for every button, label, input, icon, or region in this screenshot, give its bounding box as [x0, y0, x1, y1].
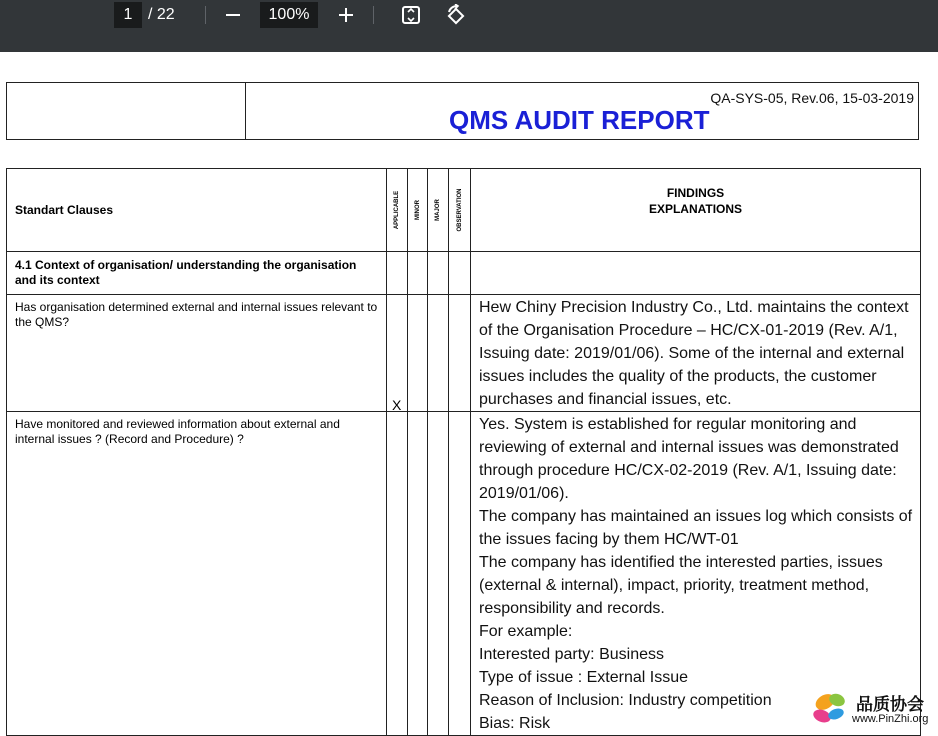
- zoom-level-input[interactable]: 100%: [260, 2, 318, 28]
- page-number-input[interactable]: 1: [114, 2, 142, 28]
- applicable-mark: X: [392, 397, 402, 413]
- applicable-cell: [387, 295, 408, 412]
- zoom-in-button[interactable]: [332, 2, 360, 28]
- rotate-icon: [445, 4, 467, 26]
- pdf-toolbar: [0, 0, 938, 52]
- document-code: QA-SYS-05, Rev.06, 15-03-2019: [710, 90, 914, 106]
- zoom-out-button[interactable]: [219, 2, 247, 28]
- plus-icon: [338, 7, 354, 23]
- findings-line: Reason of Inclusion: Industry competition: [479, 692, 772, 709]
- table-header-row: [7, 169, 921, 252]
- findings-line: Bias: Risk: [479, 715, 551, 732]
- findings-cell: [471, 295, 921, 412]
- minor-label: MINOR: [414, 200, 421, 220]
- findings-cell: [471, 412, 921, 736]
- watermark-url: www.PinZhi.org: [852, 713, 929, 725]
- findings-line: For example:: [479, 623, 573, 640]
- findings-line: The company has identified the interested parties, issues (external & internal), impact, priority, treatment method, responsibility and records.: [479, 554, 883, 617]
- empty-cell: [471, 252, 921, 295]
- toolbar-divider: [205, 6, 206, 24]
- empty-cell: [387, 252, 408, 295]
- major-label: MAJOR: [435, 199, 441, 221]
- page-total: / 22: [148, 6, 175, 23]
- observation-cell: [449, 412, 471, 736]
- findings-line: Yes. System is established for regular monitoring and reviewing of external and internal issues was demonstrated through procedure HC/CX-02-2019 (Rev. A/1, Issuing date: 2019/01/06).: [479, 416, 899, 502]
- observation-header: [449, 169, 471, 252]
- findings-title: FINDINGS: [666, 186, 725, 200]
- minor-header: [408, 169, 428, 252]
- minus-icon: [225, 7, 241, 23]
- section-title: 4.1 Context of organisation/ understanding the organisation and its context: [7, 252, 387, 295]
- section-row: [7, 252, 921, 295]
- applicable-header: [387, 169, 408, 252]
- applicable-cell: [387, 412, 408, 736]
- major-cell: [428, 295, 449, 412]
- fit-to-page-button[interactable]: [397, 2, 425, 28]
- applicable-label: APPLICABLE: [394, 190, 400, 230]
- question-cell: Has organisation determined external and internal issues relevant to the QMS?: [7, 295, 387, 412]
- observation-label: OBSERVATION: [456, 188, 463, 232]
- header-logo-cell: [7, 83, 246, 139]
- findings-header: [471, 169, 921, 252]
- watermark-logo: [812, 690, 936, 728]
- toolbar-divider: [373, 6, 374, 24]
- explanations-title: EXPLANATIONS: [648, 202, 743, 216]
- findings-line: Type of issue : External Issue: [479, 669, 688, 686]
- report-title: QMS AUDIT REPORT: [449, 105, 710, 135]
- empty-cell: [449, 252, 471, 295]
- butterfly-logo-icon: [812, 692, 852, 728]
- fit-to-page-icon: [401, 5, 421, 25]
- observation-cell: [449, 295, 471, 412]
- major-header: [428, 169, 449, 252]
- empty-cell: [408, 252, 428, 295]
- major-cell: [428, 412, 449, 736]
- watermark-text: 品质协会: [856, 695, 924, 714]
- table-row: [7, 295, 921, 412]
- empty-cell: [428, 252, 449, 295]
- rotate-button[interactable]: [442, 2, 470, 28]
- findings-line: The company has maintained an issues log which consists of the issues facing by them HC/WT-01: [479, 508, 913, 548]
- findings-text: Hew Chiny Precision Industry Co., Ltd. maintains the context of the Organisation Procedure – HC/CX-01-2019 (Rev. A/1, Issuing date: 2019/01/06). Some of the internal and external issues includes the quality of the products, the customer purchases and financial issues, etc.: [479, 299, 909, 408]
- minor-cell: [408, 412, 428, 736]
- question-cell: Have monitored and reviewed information about external and internal issues ? (Record and Procedure) ?: [7, 412, 387, 736]
- clause-header: Standart Clauses: [7, 169, 387, 252]
- minor-cell: [408, 295, 428, 412]
- report-header: [6, 82, 919, 140]
- findings-line: Interested party: Business: [479, 646, 664, 663]
- table-row: [7, 412, 921, 736]
- audit-table: [6, 168, 921, 736]
